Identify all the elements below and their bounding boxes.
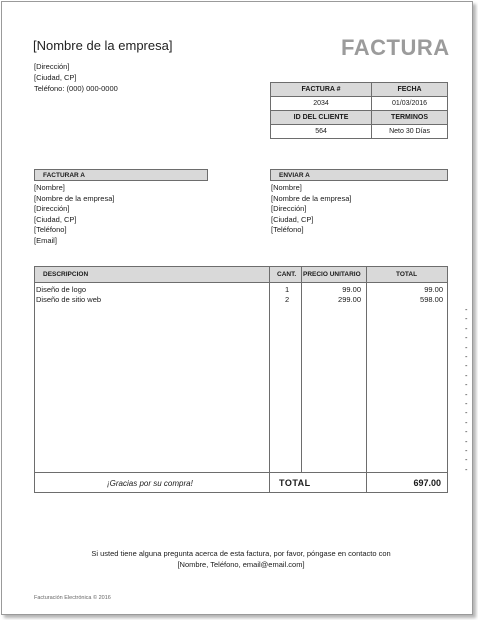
empty-total-cell: - (465, 417, 468, 427)
ship-to-block (271, 183, 351, 236)
item-qty: 2 (285, 295, 290, 304)
table-row (35, 295, 447, 305)
grand-total-label: TOTAL (279, 478, 311, 488)
bill-to-name: [Nombre] (34, 183, 65, 192)
item-unit-price: 299.00 (338, 295, 361, 304)
invoice-meta-table (270, 82, 448, 139)
bill-to-phone: [Teléfono] (34, 225, 67, 235)
footer-copyright: Facturación Electrónica © 2016 (34, 595, 111, 601)
invoice-date: 01/03/2016 (372, 97, 448, 111)
empty-total-cell: - (465, 380, 468, 390)
thanks-message: ¡Gracias por su compra! (107, 479, 193, 488)
contact-note (32, 548, 450, 570)
invoice-number: 2034 (271, 97, 372, 111)
bill-to-email: [Email] (34, 235, 57, 245)
payment-terms: Neto 30 Días (372, 125, 448, 139)
invoice-title: FACTURA (341, 35, 450, 60)
invoice-number-label: FACTURA # (271, 83, 372, 97)
description-header: DESCRIPCION (43, 271, 89, 278)
bill-to-block (34, 183, 114, 247)
table-row (35, 285, 447, 295)
unit-price-header: PRECIO UNITARIO (303, 271, 361, 278)
empty-total-cell: - (465, 370, 468, 380)
bill-to-address: [Dirección] (34, 204, 70, 214)
item-total: 99.00 (424, 285, 443, 294)
empty-total-cell: - (465, 389, 468, 399)
ship-to-phone: [Teléfono] (271, 225, 304, 235)
total-header: TOTAL (396, 271, 418, 278)
item-description: Diseño de logo (36, 285, 87, 294)
client-id: 564 (271, 125, 372, 139)
empty-total-cell: - (465, 333, 468, 343)
company-address (34, 61, 118, 94)
empty-total-cell: - (465, 399, 468, 408)
bill-to-heading: FACTURAR A (34, 169, 208, 181)
ship-to-address: [Dirección] (271, 204, 307, 214)
line-items-header (35, 267, 447, 283)
qty-header: CANT. (277, 271, 297, 278)
line-items-table (34, 266, 468, 493)
empty-total-cell: - (465, 361, 468, 371)
invoice-page (1, 1, 473, 615)
ship-to-heading: ENVIAR A (270, 169, 448, 181)
address-line: [Dirección] (34, 62, 70, 71)
company-name: [Nombre de la empresa] (33, 38, 173, 53)
bill-to-company: [Nombre de la empresa] (34, 193, 115, 203)
phone-line: Teléfono: (000) 000-0000 (34, 84, 118, 93)
contact-details: [Nombre, Teléfono, email@email.com] (177, 560, 305, 569)
ship-to-city: [Ciudad, CP] (271, 214, 314, 224)
empty-total-cell: - (465, 323, 468, 333)
empty-total-cell: - (465, 427, 468, 437)
empty-total-cell: - (465, 455, 468, 465)
item-description: Diseño de sitio web (36, 295, 102, 304)
empty-total-cell: - (465, 314, 468, 324)
empty-total-cell: - (465, 408, 468, 418)
item-total: 598.00 (420, 295, 443, 304)
empty-total-cell: - (465, 342, 468, 352)
empty-total-cell: - (465, 464, 468, 474)
item-qty: 1 (285, 285, 290, 294)
bill-to-city: [Ciudad, CP] (34, 214, 77, 224)
empty-total-cell: - (465, 446, 468, 455)
ship-to-name: [Nombre] (271, 183, 302, 192)
item-unit-price: 99.00 (342, 285, 361, 294)
grand-total: 697.00 (413, 478, 441, 488)
empty-total-cell: - (465, 352, 468, 361)
city-line: [Ciudad, CP] (34, 73, 77, 82)
date-label: FECHA (372, 83, 448, 97)
ship-to-company: [Nombre de la empresa] (271, 193, 352, 203)
client-id-label: ID DEL CLIENTE (271, 111, 372, 125)
contact-line: Si usted tiene alguna pregunta acerca de esta factura, por favor, póngase en contacto con (91, 549, 391, 558)
empty-total-cell: - (465, 305, 468, 314)
empty-total-cell: - (465, 436, 468, 446)
totals-row (35, 472, 447, 493)
terms-label: TERMINOS (372, 111, 448, 125)
